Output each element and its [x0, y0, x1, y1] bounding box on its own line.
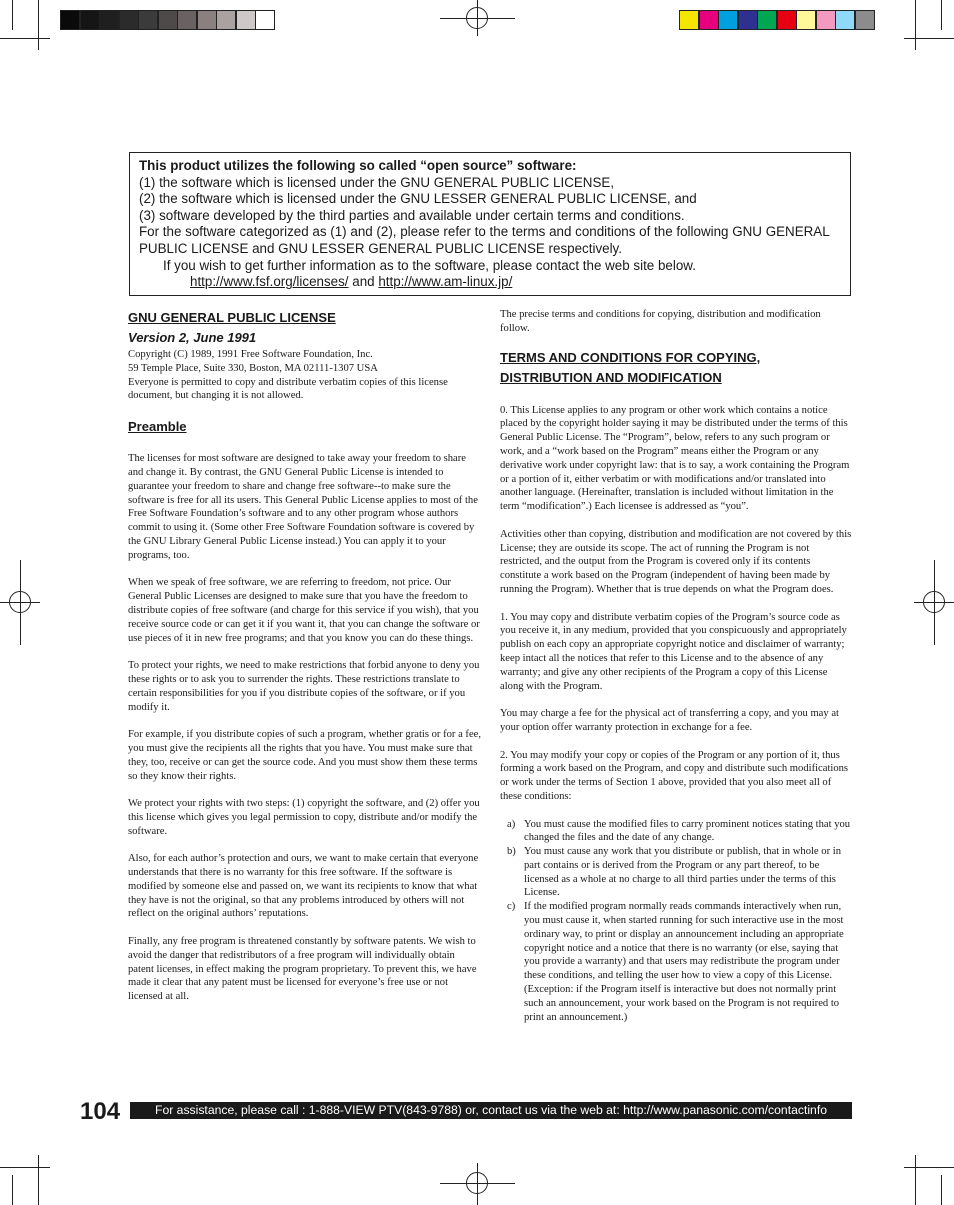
list-item-label: b)	[507, 846, 516, 858]
color-swatch	[796, 10, 816, 30]
preamble-heading: Preamble	[128, 419, 187, 435]
preamble-paragraph-7: Finally, any free program is threatened constantly by software patents. We wish to avoid the danger that redistributors of a free program will individually obtain patent licenses, in effect making the program proprietary. To prevent this, we have made it clear that any patent must be licensed for everyone’s free use or not licensed at all.	[128, 936, 477, 1003]
terms-paragraph-2: 2. You may modify your copy or copies of the Program or any portion of it, thus forming a work based on the Program, and copy and distribute such modifications or work under the terms of Section 1 above, provided that you also meet all of these conditions:	[500, 749, 849, 802]
gray-swatch	[138, 10, 158, 30]
gray-swatch	[216, 10, 236, 30]
gray-swatch	[119, 10, 139, 30]
color-swatch	[699, 10, 719, 30]
copyright-line: Copyright (C) 1989, 1991 Free Software Foundation, Inc.	[128, 349, 373, 360]
list-item	[500, 900, 852, 1024]
terms-paragraph-activities: Activities other than copying, distribution and modification are not covered by this License; they are outside its scope. The act of running the Program is not restricted, and the output from the Program is covered only if its contents constitute a work based on the Program (independent of having been made by running the Program). Whether that is true depends on what the Program does.	[500, 528, 852, 595]
color-swatch	[777, 10, 797, 30]
conditions-list	[500, 818, 852, 1025]
list-item	[500, 845, 852, 900]
notice-contact: If you wish to get further information as to the software, please contact the web site below.	[163, 257, 696, 273]
gray-swatch	[177, 10, 197, 30]
list-item-text: You must cause any work that you distribute or publish, that in whole or in part contains or is derived from the Program or any part thereof, to be licensed as a whole at no charge to all third parties under the terms of this License.	[524, 846, 841, 899]
terms-paragraph-1: 1. You may copy and distribute verbatim copies of the Program’s source code as you receive it, in any medium, provided that you conspicuously and appropriately publish on each copy an appropriate copyright notice and disclaimer of warranty; keep intact all the notices that refer to this License and to the absence of any warranty; and give any other recipients of the Program a copy of this License along with the Program.	[500, 611, 847, 692]
preamble-paragraph-5: We protect your rights with two steps: (1) copyright the software, and (2) offer you this license which gives you legal permission to copy, distribute and/or modify the software.	[128, 798, 480, 837]
open-source-notice	[129, 152, 851, 296]
terms-heading-line-2: DISTRIBUTION AND MODIFICATION	[500, 369, 722, 385]
list-item-label: c)	[507, 901, 516, 913]
terms-heading-line-1: TERMS AND CONDITIONS FOR COPYING,	[500, 349, 761, 365]
preamble-paragraph-6: Also, for each author’s protection and ours, we want to make certain that everyone understands that there is no warranty for this free software. If the software is modified by someone else and passed on, we want its recipients to know that what they have is not the original, so that any problems introduced by others will not reflect on the original authors’ reputations.	[128, 853, 479, 920]
color-swatch	[757, 10, 777, 30]
color-swatch	[738, 10, 758, 30]
am-linux-link[interactable]: http://www.am-linux.jp/	[378, 274, 513, 290]
color-swatch	[679, 10, 699, 30]
preamble-paragraph-3: To protect your rights, we need to make restrictions that forbid anyone to deny you these rights or to ask you to surrender the rights. These restrictions translate to certain responsibilities for you if you distribute copies of the software, or if you modify it.	[128, 660, 480, 713]
color-swatch	[855, 10, 875, 30]
color-swatch	[718, 10, 738, 30]
list-item	[500, 818, 852, 846]
notice-item-2: (2) the software which is licensed under the GNU LESSER GENERAL PUBLIC LICENSE, and	[139, 191, 697, 207]
notice-links	[139, 274, 841, 291]
terms-intro: The precise terms and conditions for copying, distribution and modification follow.	[500, 309, 821, 334]
notice-paragraph: For the software categorized as (1) and (2), please refer to the terms and conditions of the following GNU GENERAL PUBLIC LICENSE and GNU LESSER GENERAL PUBLIC LICENSE respectively.	[139, 224, 830, 256]
license-version: Version 2, June 1991	[128, 330, 257, 345]
fsf-address: 59 Temple Place, Suite 330, Boston, MA 02111-1307 USA	[128, 362, 378, 374]
page-number: 104	[80, 1098, 121, 1125]
gray-swatch	[255, 10, 275, 30]
right-column	[500, 308, 852, 1024]
notice-heading: This product utilizes the following so called “open source” software:	[139, 158, 577, 173]
gray-swatch	[60, 10, 80, 30]
preamble-paragraph-2: When we speak of free software, we are referring to freedom, not price. Our General Public Licenses are designed to make sure that you have the freedom to distribute copies of free software (and charge for this service if you wish), that you receive source code or can get it if you want it, that you can change the software or use pieces of it in new free programs; and that you know you can do these things.	[128, 577, 480, 644]
permission-notice: Everyone is permitted to copy and distribute verbatim copies of this license document, but changing it is not allowed.	[128, 376, 448, 402]
color-swatch	[835, 10, 855, 30]
links-conjunction: and	[352, 274, 375, 290]
list-item-text: If the modified program normally reads commands interactively when run, you must cause it, when started running for such interactive use in the most ordinary way, to print or display an announcement including an appropriate copyright notice and a notice that there is no warranty (or else, saying that you provide a warranty) and that users may redistribute the program under these conditions, and telling the user how to view a copy of this License. (Exception: if the Program itself is interactive but does not normally print such an announcement, your work based on the Program is not required to print an announcement.)	[524, 901, 844, 1023]
gray-swatch	[197, 10, 217, 30]
notice-item-1: (1) the software which is licensed under the GNU GENERAL PUBLIC LICENSE,	[139, 174, 615, 190]
gray-swatch	[158, 10, 178, 30]
color-swatch	[816, 10, 836, 30]
assistance-footer: For assistance, please call : 1-888-VIEW PTV(843-9788) or, contact us via the web at: http://www.panasonic.com/contactinfo	[130, 1102, 852, 1119]
notice-item-3: (3) software developed by the third parties and available under certain terms and conditions.	[139, 207, 685, 223]
list-item-text: You must cause the modified files to carry prominent notices stating that you changed the files and the date of any change.	[524, 818, 851, 844]
gray-swatch	[236, 10, 256, 30]
list-item-label: a)	[507, 818, 516, 830]
terms-paragraph-fee: You may charge a fee for the physical act of transferring a copy, and you may at your option offer warranty protection in exchange for a fee.	[500, 708, 839, 733]
preamble-paragraph-4: For example, if you distribute copies of such a program, whether gratis or for a fee, you must give the recipients all the rights that you have. You must make sure that they, too, receive or can get the source code. And you must show them these terms so they know their rights.	[128, 729, 482, 782]
fsf-licenses-link[interactable]: http://www.fsf.org/licenses/	[190, 274, 349, 290]
license-title: GNU GENERAL PUBLIC LICENSE	[128, 310, 336, 325]
left-column	[128, 308, 482, 1004]
gray-swatch	[99, 10, 119, 30]
preamble-paragraph-1: The licenses for most software are designed to take away your freedom to share and change it. By contrast, the GNU General Public License is intended to guarantee your freedom to share and change free software--to make sure the software is free for all its users. This General Public License applies to most of the Free Software Foundation’s software and to any other program whose authors commit to using it. (Some other Free Software Foundation software is covered by the GNU Library General Public License instead.) You can apply it to your programs, too.	[128, 453, 478, 561]
terms-paragraph-0: 0. This License applies to any program or other work which contains a notice placed by the copyright holder saying it may be distributed under the terms of this General Public License. The “Program”, below, refers to any such program or work, and a “work based on the Program” means either the Program or any derivative work under copyright law: that is to say, a work containing the Program or a portion of it, either verbatim or with modifications and/or translated into another language. (Hereinafter, translation is included without limitation in the term “modification”.) Each licensee is addressed as “you”.	[500, 404, 850, 513]
gray-swatch	[80, 10, 100, 30]
